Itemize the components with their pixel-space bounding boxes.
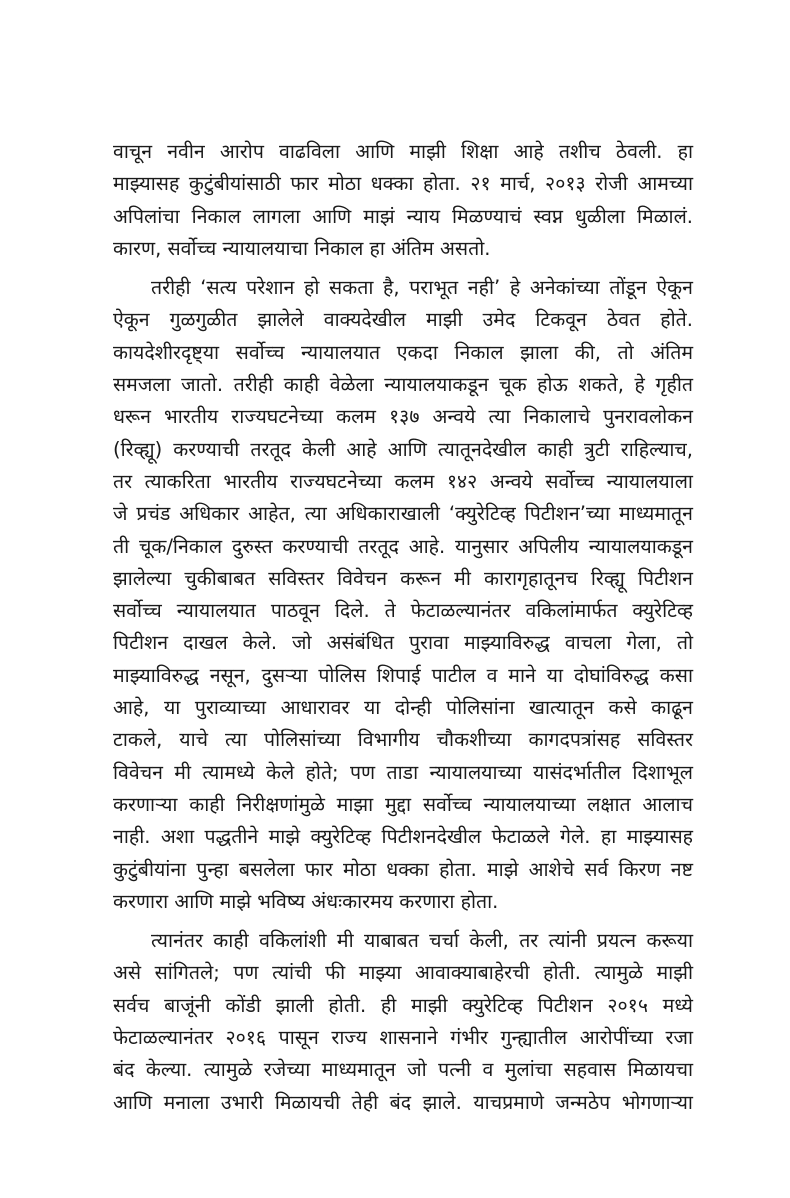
document-page <box>113 136 693 1119</box>
text-line: बंद केल्या. त्यामुळे रजेच्या माध्यमातून जो पत्नी व मुलांचा सहवास मिळायचा <box>113 1058 693 1082</box>
text-line: नाही. अशा पद्धतीने माझे क्युरेटिव्ह पिटीशनदेखील फेटाळले गेले. हा माझ्यासह <box>113 825 693 849</box>
text-line: माझ्यासह कुटुंबीयांसाठी फार मोठा धक्का होता. २१ मार्च, २०१३ रोजी आमच्या <box>113 172 693 196</box>
text-line: सर्वोच्च न्यायालयात पाठवून दिले. ते फेटाळल्यानंतर वकिलांमार्फत क्युरेटिव्ह <box>113 599 693 623</box>
text-line: ती चूक/निकाल दुरुस्त करण्याची तरतूद आहे. यानुसार अपिलीय न्यायालयाकडून <box>113 534 693 558</box>
paragraph-2 <box>113 272 693 918</box>
text-line: फेटाळल्यानंतर २०१६ पासून राज्य शासनाने गंभीर गुन्ह्यातील आरोपींच्या रजा <box>113 1026 693 1050</box>
text-line: जे प्रचंड अधिकार आहेत, त्या अधिकाराखाली ‘क्युरेटिव्ह पिटीशन’च्या माध्यमातून <box>113 502 693 526</box>
text-line: आणि मनाला उभारी मिळायची तेही बंद झाले. याचप्रमाणे जन्मठेप भोगणाऱ्या <box>113 1090 693 1114</box>
text-line: तरीही ‘सत्य परेशान हो सकता है, पराभूत नही’ हे अनेकांच्या तोंडून ऐकून <box>151 276 693 300</box>
paragraph-3 <box>113 925 693 1119</box>
text-line: त्यानंतर काही वकिलांशी मी याबाबत चर्चा केली, तर त्यांनी प्रयत्न करूया <box>151 929 693 953</box>
text-line: ऐकून गुळगुळीत झालेले वाक्यदेखील माझी उमेद टिकवून ठेवत होते. <box>113 308 693 332</box>
text-line: (रिव्ह्यू) करण्याची तरतूद केली आहे आणि त्यातूनदेखील काही त्रुटी राहिल्याच, <box>113 437 693 461</box>
text-line: समजला जातो. तरीही काही वेळेला न्यायालयाकडून चूक होऊ शकते, हे गृहीत <box>113 373 693 397</box>
text-line: आहे, या पुराव्याच्या आधारावर या दोन्ही पोलिसांना खात्यातून कसे काढून <box>113 696 693 720</box>
text-line: करणारा आणि माझे भविष्य अंधःकारमय करणारा होता. <box>113 889 499 913</box>
text-line: कायदेशीरदृष्ट्या सर्वोच्च न्यायालयात एकदा निकाल झाला की, तो अंतिम <box>113 340 693 364</box>
text-line: टाकले, याचे त्या पोलिसांच्या विभागीय चौकशीच्या कागदपत्रांसह सविस्तर <box>113 728 693 752</box>
text-line: असे सांगितले; पण त्यांची फी माझ्या आवाक्याबाहेरची होती. त्यामुळे माझी <box>113 961 693 985</box>
text-line: वाचून नवीन आरोप वाढविला आणि माझी शिक्षा आहे तशीच ठेवली. हा <box>113 140 693 163</box>
text-line: कुटुंबीयांना पुन्हा बसलेला फार मोठा धक्का होता. माझे आशेचे सर्व किरण नष्ट <box>113 857 693 881</box>
text-line: कारण, सर्वोच्च न्यायालयाचा निकाल हा अंतिम असतो. <box>113 236 491 260</box>
text-line: झालेल्या चुकीबाबत सविस्तर विवेचन करून मी कारागृहातूनच रिव्ह्यू पिटीशन <box>113 566 693 590</box>
text-line: विवेचन मी त्यामध्ये केले होते; पण ताडा न्यायालयाच्या यासंदर्भातील दिशाभूल <box>113 760 693 784</box>
text-line: धरून भारतीय राज्यघटनेच्या कलम १३७ अन्वये त्या निकालाचे पुनरावलोकन <box>113 405 693 429</box>
text-line: करणाऱ्या काही निरीक्षणांमुळे माझा मुद्दा सर्वोच्च न्यायालयाच्या लक्षात आलाच <box>113 792 693 816</box>
text-line: पिटीशन दाखल केले. जो असंबंधित पुरावा माझ्याविरुद्ध वाचला गेला, तो <box>113 631 693 655</box>
text-line: अपिलांचा निकाल लागला आणि माझं न्याय मिळण्याचं स्वप्न धुळीला मिळालं. <box>113 204 693 228</box>
text-line: सर्वच बाजूंनी कोंडी झाली होती. ही माझी क्युरेटिव्ह पिटीशन २०१५ मध्ये <box>113 993 693 1017</box>
text-line: माझ्याविरुद्ध नसून, दुसऱ्या पोलिस शिपाई पाटील व माने या दोघांविरुद्ध कसा <box>113 663 693 687</box>
text-line: तर त्याकरिता भारतीय राज्यघटनेच्या कलम १४२ अन्वये सर्वोच्च न्यायालयाला <box>113 469 693 493</box>
paragraph-1 <box>113 136 693 265</box>
